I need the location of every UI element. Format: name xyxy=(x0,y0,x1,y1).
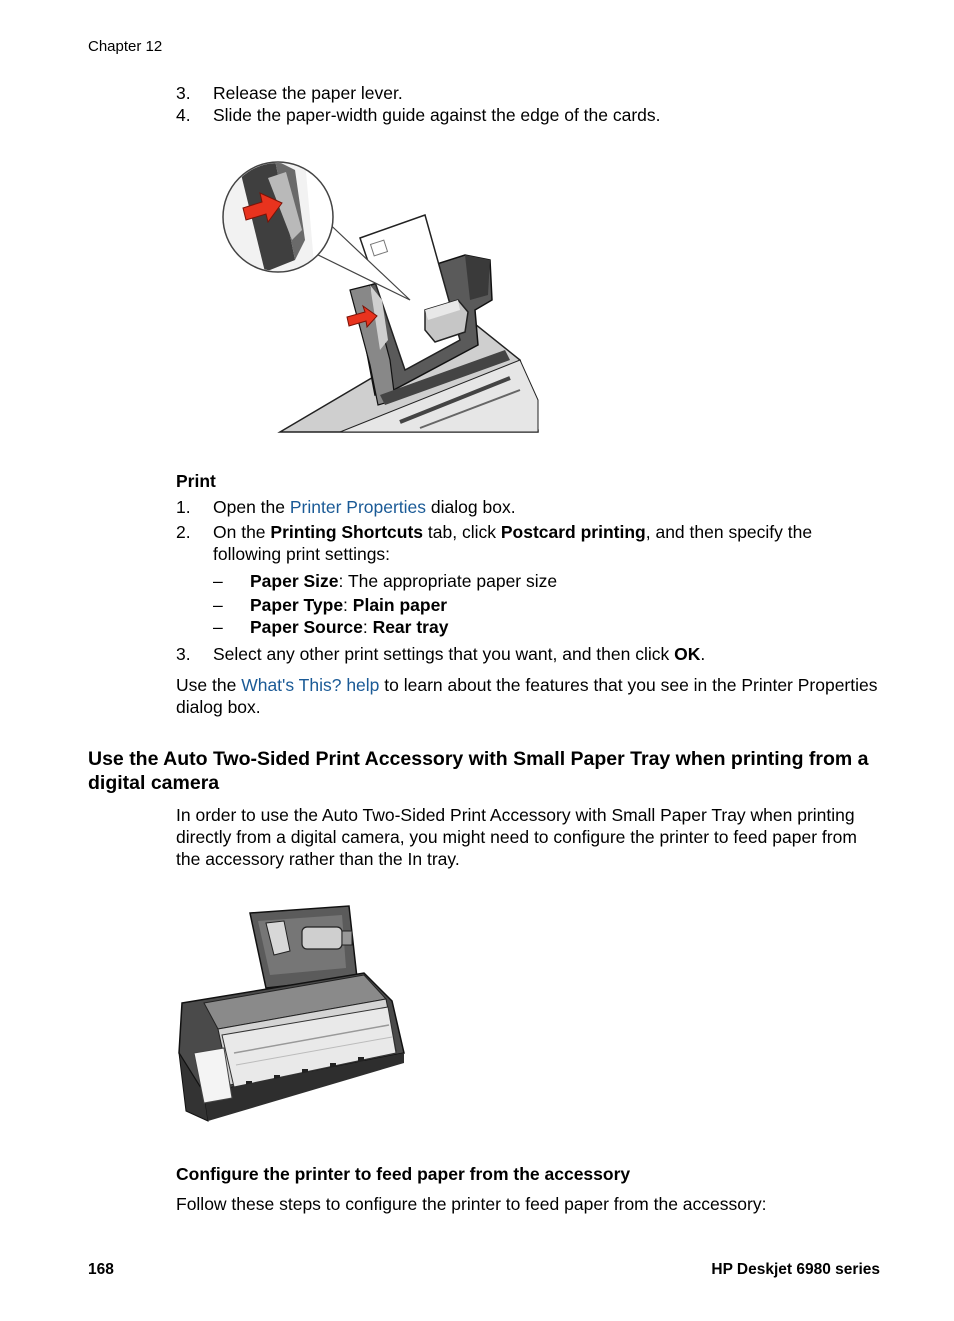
step-text: Slide the paper-width guide against the edge of the cards. xyxy=(213,105,661,125)
chapter-header: Chapter 12 xyxy=(88,38,163,55)
text-fragment: tab, click xyxy=(423,522,501,542)
setting-label: Paper Size xyxy=(250,571,339,591)
text-fragment: Select any other print settings that you want, and then click xyxy=(213,644,675,664)
print-heading: Print xyxy=(176,471,216,491)
setting-text xyxy=(250,616,448,638)
text-fragment: to learn about the features that you see in the Printer Properties dialog box. xyxy=(176,675,878,717)
bullet-dash: – xyxy=(213,595,223,615)
printing-shortcuts-term: Printing Shortcuts xyxy=(270,522,424,542)
section-body: In order to use the Auto Two-Sided Print Accessory with Small Paper Tray when printing directly from a digital camera, you might need to configure the printer to feed paper from the accessory rather than the In tray. xyxy=(176,805,857,869)
setting-value: Plain paper xyxy=(352,595,448,615)
text-fragment: : xyxy=(338,571,348,591)
ok-term: OK xyxy=(674,644,701,664)
whats-this-help-link[interactable]: What's This? help xyxy=(241,675,380,695)
step-text: Release the paper lever. xyxy=(213,83,403,103)
bullet-dash: – xyxy=(213,571,223,591)
step-text xyxy=(213,496,885,518)
help-paragraph xyxy=(176,674,886,718)
step-number: 3. xyxy=(176,644,191,664)
text-fragment: Use the xyxy=(176,675,242,695)
configure-body: Follow these steps to configure the printer to feed paper from the accessory: xyxy=(176,1194,767,1214)
printer-accessory-illustration xyxy=(174,903,410,1125)
setting-label: Paper Type xyxy=(250,595,344,615)
text-fragment: : xyxy=(343,595,353,615)
setting-text xyxy=(250,570,557,592)
bullet-dash: – xyxy=(213,617,223,637)
step-number: 1. xyxy=(176,497,191,517)
page-number: 168 xyxy=(88,1261,114,1278)
rear-tray-illustration xyxy=(220,160,540,435)
step-text xyxy=(213,643,885,665)
text-fragment: , and then specify the following print settings: xyxy=(213,522,813,564)
printer-properties-link[interactable]: Printer Properties xyxy=(289,497,427,517)
postcard-printing-term: Postcard printing xyxy=(500,522,646,542)
step-number: 2. xyxy=(176,522,191,542)
setting-label: Paper Source xyxy=(250,617,363,637)
text-fragment: On the xyxy=(213,522,271,542)
step-text xyxy=(213,521,885,565)
setting-text xyxy=(250,594,447,616)
setting-value: Rear tray xyxy=(372,617,449,637)
text-fragment: Open the xyxy=(213,497,290,517)
section-heading: Use the Auto Two-Sided Print Accessory with Small Paper Tray when printing from a digital camera xyxy=(88,748,869,794)
text-fragment: . xyxy=(700,644,706,664)
configure-heading: Configure the printer to feed paper from the accessory xyxy=(176,1164,631,1184)
product-name: HP Deskjet 6980 series xyxy=(711,1261,880,1278)
step-number: 3. xyxy=(176,83,191,103)
text-fragment: : xyxy=(362,617,373,637)
text-fragment: dialog box. xyxy=(426,497,516,517)
setting-value: The appropriate paper size xyxy=(347,571,558,591)
step-number: 4. xyxy=(176,105,191,125)
